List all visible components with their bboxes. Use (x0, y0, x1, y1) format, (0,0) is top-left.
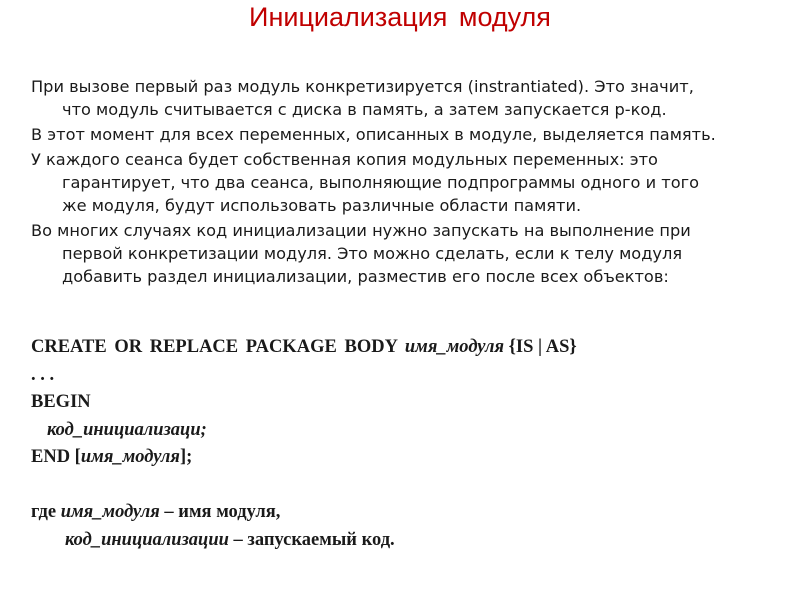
code-line-ellipsis: . . . (31, 364, 55, 385)
text-line: В этот момент для всех переменных, описанных в модуле, выделяется память. (31, 125, 716, 144)
code-keyword: END [ (31, 447, 81, 467)
text-line: гарантирует, что два сеанса, выполняющие подпрограммы одного и того (62, 173, 700, 192)
code-line-begin: BEGIN (31, 392, 91, 412)
slide-title: Инициализация модуля (249, 2, 551, 32)
code-keyword: {IS | AS} (504, 337, 577, 357)
code-blank-line (31, 472, 771, 500)
text-line: У каждого сеанса будет собственная копия модульных переменных: это (31, 150, 658, 169)
code-keyword: CREATE OR REPLACE PACKAGE BODY (31, 337, 405, 357)
code-line-end (31, 444, 771, 472)
text-line: добавить раздел инициализации, разместив его после всех объектов: (62, 267, 669, 286)
code-text: – имя модуля, (159, 502, 281, 522)
code-placeholder: имя_модуля (404, 337, 504, 357)
code-text: где (31, 502, 61, 522)
text-line: При вызове первый раз модуль конкретизируется (instrantiated). Это значит, (31, 77, 694, 96)
text-line: Во многих случаях код инициализации нужно запускать на выполнение при (31, 221, 691, 240)
code-placeholder: код_инициализации (65, 529, 229, 550)
paragraph-init-code (31, 219, 791, 288)
text-line: первой конкретизации модуля. Это можно сделать, если к телу модуля (62, 244, 683, 263)
code-line-where (31, 499, 771, 527)
code-block (31, 334, 771, 554)
code-text: – запускаемый код. (228, 529, 395, 550)
code-line-create (31, 334, 771, 362)
text-line: же модуля, будут использовать различные области памяти. (62, 196, 582, 215)
code-keyword: ]; (179, 447, 193, 467)
code-placeholder: имя_модуля (80, 447, 180, 467)
code-line-init-desc (31, 527, 771, 555)
paragraph-session (31, 148, 791, 217)
code-placeholder: имя_модуля (60, 502, 160, 522)
text-line: что модуль считывается с диска в память, а затем запускается p-код. (62, 100, 667, 119)
code-line-init: код_инициализаци; (47, 419, 207, 440)
paragraph-instantiation (31, 75, 791, 121)
body-text (31, 75, 791, 290)
paragraph-memory (31, 123, 791, 146)
